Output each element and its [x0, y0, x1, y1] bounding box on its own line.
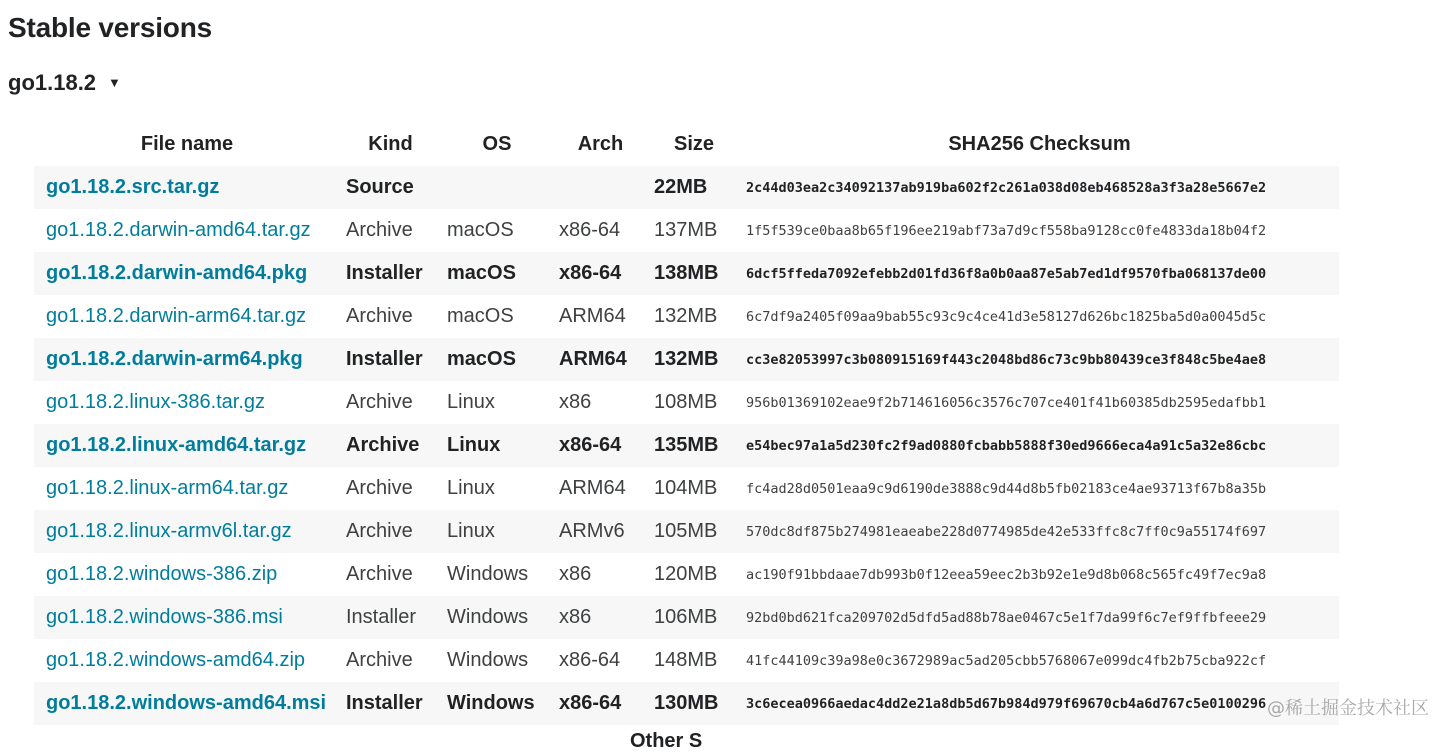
size-cell: 104MB [654, 477, 718, 499]
kind-cell: Archive [346, 649, 413, 671]
os-cell: macOS [441, 338, 553, 381]
sha256-cell: 41fc44109c39a98e0c3672989ac5ad205cbb5768067e099dc4fb2b75cba922cf [746, 652, 1267, 669]
size-cell: 130MB [648, 682, 740, 725]
arch-cell: x86 [559, 391, 592, 413]
table-row [34, 166, 1339, 209]
download-link[interactable]: go1.18.2.linux-386.tar.gz [46, 391, 266, 413]
download-link[interactable]: go1.18.2.darwin-amd64.tar.gz [46, 219, 311, 241]
header-sha256: SHA256 Checksum [948, 132, 1131, 155]
download-link[interactable]: go1.18.2.linux-arm64.tar.gz [46, 477, 289, 499]
kind-cell: Archive [346, 219, 413, 241]
file-name-cell [34, 252, 340, 295]
arch-cell: x86 [553, 596, 648, 639]
size-cell: 132MB [648, 338, 740, 381]
size-cell: 106MB [648, 596, 740, 639]
header-os: OS [482, 132, 512, 155]
table-body [34, 166, 1339, 725]
watermark: @稀土掘金技术社区 [1267, 698, 1429, 719]
sha256-cell: 6c7df9a2405f09aa9bab55c93c9c4ce41d3e58127d626bc1825ba5d0a0045d5c [746, 308, 1267, 325]
os-cell: macOS [441, 252, 553, 295]
size-cell: 138MB [648, 252, 740, 295]
header-file-name: File name [140, 132, 234, 155]
file-name-cell [34, 639, 340, 682]
table-row [34, 252, 1339, 295]
kind-cell: Installer [340, 338, 441, 381]
file-name-cell [34, 682, 340, 725]
sha256-cell: 3c6ecea0966aedac4dd2e21a8db5d67b984d979f69670cb4a6d767c5e0100296 [740, 682, 1339, 725]
kind-cell: Installer [340, 682, 441, 725]
size-cell: 22MB [648, 166, 740, 209]
caret-down-icon: ▼ [108, 74, 121, 90]
download-link[interactable]: go1.18.2.darwin-arm64.pkg [46, 348, 303, 370]
kind-cell: Archive [340, 424, 441, 467]
table-row [34, 639, 1339, 682]
sha256-cell: 1f5f539ce0baa8b65f196ee219abf73a7d9cf558ba9128cc0fe4833da18b04f2 [746, 222, 1267, 239]
kind-cell: Archive [346, 563, 413, 585]
os-cell: Windows [441, 596, 553, 639]
os-cell: Linux [447, 391, 495, 413]
downloads-table [34, 122, 1339, 725]
version-expander[interactable] [8, 70, 121, 96]
download-link[interactable]: go1.18.2.windows-386.zip [46, 563, 278, 585]
os-cell: macOS [447, 219, 514, 241]
table-row [34, 596, 1339, 639]
sha256-cell: cc3e82053997c3b080915169f443c2048bd86c73c9bb80439ce3f848c5be4ae8 [740, 338, 1339, 381]
os-cell: Linux [441, 424, 553, 467]
file-name-cell [34, 295, 340, 338]
size-cell: 148MB [654, 649, 718, 671]
file-name-cell [34, 338, 340, 381]
os-cell: Windows [447, 649, 529, 671]
file-name-cell [34, 209, 340, 252]
download-link[interactable]: go1.18.2.windows-amd64.zip [46, 649, 306, 671]
arch-cell [553, 166, 648, 209]
file-name-cell [34, 467, 340, 510]
download-link[interactable]: go1.18.2.linux-amd64.tar.gz [46, 434, 307, 456]
table-row [34, 338, 1339, 381]
next-section-heading: Other S [630, 730, 703, 752]
os-cell: Linux [447, 477, 495, 499]
kind-cell: Installer [340, 596, 441, 639]
size-cell: 120MB [654, 563, 718, 585]
download-link[interactable]: go1.18.2.windows-amd64.msi [46, 692, 327, 714]
os-cell: macOS [447, 305, 514, 327]
arch-cell: x86-64 [553, 682, 648, 725]
kind-cell: Installer [340, 252, 441, 295]
file-name-cell [34, 510, 340, 553]
os-cell [441, 166, 553, 209]
table-header-row [34, 122, 1339, 166]
sha256-cell: fc4ad28d0501eaa9c9d6190de3888c9d44d8b5fb02183ce4ae93713f67b8a35b [746, 480, 1267, 497]
size-cell: 135MB [648, 424, 740, 467]
sha256-cell: e54bec97a1a5d230fc2f9ad0880fcbabb5888f30ed9666eca4a91c5a32e86cbc [740, 424, 1339, 467]
page-title: Stable versions [8, 12, 212, 43]
arch-cell: ARMv6 [553, 510, 648, 553]
table-row [34, 424, 1339, 467]
download-link[interactable]: go1.18.2.darwin-amd64.pkg [46, 262, 308, 284]
download-link[interactable]: go1.18.2.darwin-arm64.tar.gz [46, 305, 307, 327]
version-label: go1.18.2 [8, 70, 97, 95]
file-name-cell [34, 166, 340, 209]
size-cell: 132MB [654, 305, 718, 327]
table-row [34, 295, 1339, 338]
header-kind: Kind [368, 132, 413, 155]
file-name-cell [34, 596, 340, 639]
arch-cell: x86-64 [553, 424, 648, 467]
sha256-cell: 956b01369102eae9f2b714616056c3576c707ce401f41b60385db2595edafbb1 [746, 394, 1267, 411]
kind-cell: Archive [346, 477, 413, 499]
sha256-cell: ac190f91bbdaae7db993b0f12eea59eec2b3b92e1e9d8b068c565fc49f7ec9a8 [746, 566, 1267, 583]
arch-cell: x86-64 [559, 649, 621, 671]
table-row [34, 510, 1339, 553]
table-row [34, 682, 1339, 725]
file-name-cell [34, 553, 340, 596]
header-size: Size [673, 132, 715, 155]
file-name-cell [34, 381, 340, 424]
sha256-cell: 92bd0bd621fca209702d5dfd5ad88b78ae0467c5e1f7da99f6c7ef9ffbfeee29 [740, 596, 1339, 639]
arch-cell: ARM64 [559, 305, 626, 327]
arch-cell: ARM64 [559, 477, 626, 499]
sha256-cell: 6dcf5ffeda7092efebb2d01fd36f8a0b0aa87e5ab7ed1df9570fba068137de00 [740, 252, 1339, 295]
os-cell: Windows [447, 563, 529, 585]
arch-cell: x86-64 [553, 252, 648, 295]
sha256-cell: 2c44d03ea2c34092137ab919ba602f2c261a038d08eb468528a3f3a28e5667e2 [740, 166, 1339, 209]
download-link[interactable]: go1.18.2.linux-armv6l.tar.gz [46, 520, 292, 542]
size-cell: 105MB [648, 510, 740, 553]
kind-cell: Source [340, 166, 441, 209]
sha256-cell: 570dc8df875b274981eaeabe228d0774985de42e533ffc8c7ff0c9a55174f697 [740, 510, 1339, 553]
arch-cell: x86-64 [559, 219, 621, 241]
os-cell: Windows [441, 682, 553, 725]
download-link[interactable]: go1.18.2.windows-386.msi [46, 606, 283, 628]
arch-cell: ARM64 [553, 338, 648, 381]
kind-cell: Archive [346, 305, 413, 327]
size-cell: 108MB [654, 391, 718, 413]
os-cell: Linux [441, 510, 553, 553]
download-link[interactable]: go1.18.2.src.tar.gz [46, 176, 220, 198]
table-row [34, 381, 1339, 424]
table-row [34, 209, 1339, 252]
file-name-cell [34, 424, 340, 467]
arch-cell: x86 [559, 563, 592, 585]
kind-cell: Archive [340, 510, 441, 553]
table-row [34, 553, 1339, 596]
kind-cell: Archive [346, 391, 413, 413]
table-row [34, 467, 1339, 510]
size-cell: 137MB [654, 219, 718, 241]
header-arch: Arch [577, 132, 624, 155]
